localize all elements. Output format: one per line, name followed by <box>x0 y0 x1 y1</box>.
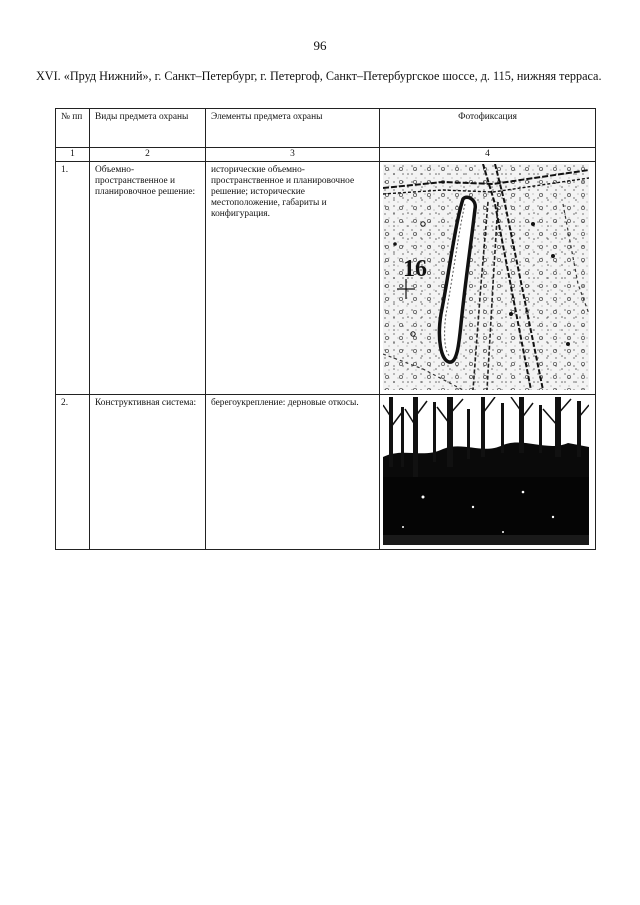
map-photo <box>383 164 589 390</box>
photo-cell <box>380 162 596 395</box>
column-number: 2 <box>90 148 206 162</box>
protection-table <box>55 108 596 550</box>
section-heading: XVI. «Пруд Нижний», г. Санкт–Петербург, г. Петергоф, Санкт–Петербургское шоссе, д. 115, нижняя терраса. <box>36 69 602 83</box>
column-number: 4 <box>380 148 596 162</box>
map-label: 16 <box>403 256 427 282</box>
row-elements: исторические объемно-пространственное и планировочное решение; исторические местоположение, габариты и конфигурация. <box>206 162 380 395</box>
row-type: Объемно-пространственное и планировочное решение: <box>90 162 206 395</box>
trees-photo <box>383 397 589 545</box>
table-row <box>56 395 596 550</box>
row-elements: берегоукрепление: дерновые откосы. <box>206 395 380 550</box>
photo-cell <box>380 395 596 550</box>
page-number: 96 <box>313 38 327 53</box>
table-header-row <box>56 109 596 148</box>
header-elements: Элементы предмета охраны <box>206 109 380 148</box>
header-type: Виды предмета охраны <box>90 109 206 148</box>
column-number-row <box>56 148 596 162</box>
row-num: 1. <box>56 162 90 395</box>
header-photo: Фотофиксация <box>380 109 596 148</box>
row-num: 2. <box>56 395 90 550</box>
row-type: Конструктивная система: <box>90 395 206 550</box>
table-row <box>56 162 596 395</box>
column-number: 3 <box>206 148 380 162</box>
header-num: № пп <box>56 109 90 148</box>
column-number: 1 <box>56 148 90 162</box>
